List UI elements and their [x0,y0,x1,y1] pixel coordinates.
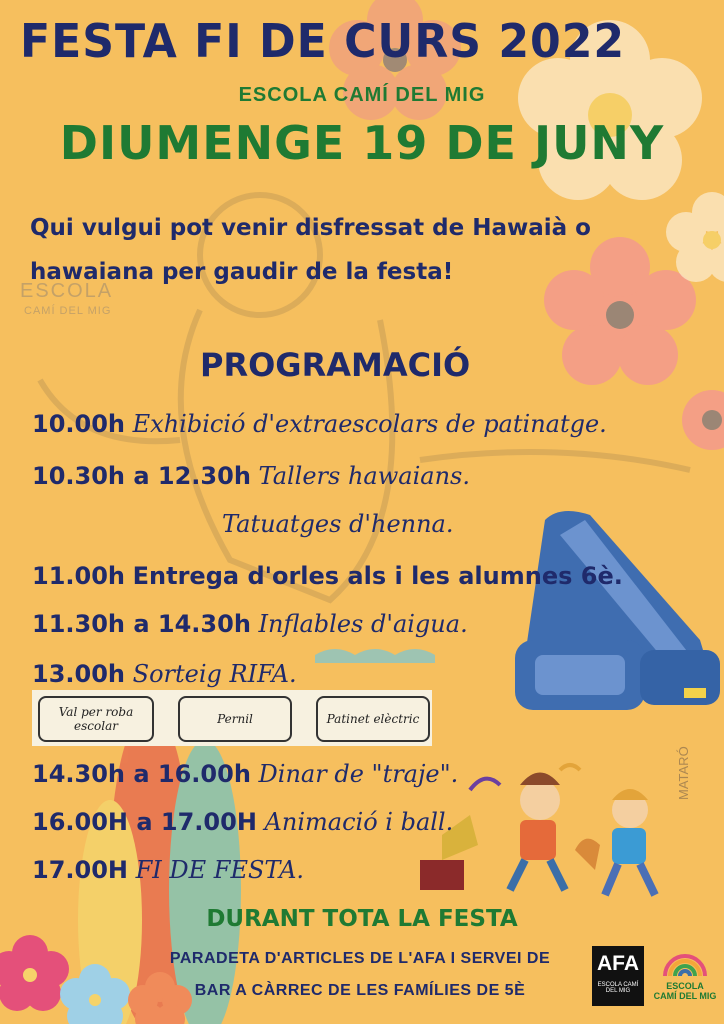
schedule-item [222,510,454,538]
inflatable-slide-icon [515,511,720,710]
schedule-text: Tatuatges d'henna. [222,510,454,538]
splash-icon [315,649,435,663]
footer-line: PARADETA D'ARTICLES DE L'AFA I SERVEI DE [169,950,551,967]
schedule-text: Dinar de "traje". [258,760,459,788]
school-logo [652,946,718,1006]
schedule-time: 16.00H a 17.00H [32,808,257,836]
schedule-text: Exhibició d'extraescolars de patinatge. [132,410,607,438]
schedule-time: 14.30h a 16.00h [32,760,251,788]
school-logo-text: ESCOLA [666,981,704,991]
schedule-time: 10.30h a 12.30h [32,462,251,490]
footer-heading: DURANT TOTA LA FESTA [206,906,518,932]
schedule-item [32,410,607,438]
schedule-time: 11.30h a 14.30h [32,610,251,638]
rainbow-icon [660,946,710,976]
schedule-text: Inflables d'aigua. [258,610,468,638]
schedule-text: Sorteig RIFA. [132,660,297,688]
prize-label: Val per roba escolar [38,696,154,742]
schedule-item [32,562,623,590]
afa-logo-subtext: ESCOLA CAMÍ DEL MIG [597,982,639,994]
schedule-time: 11.00h [32,562,125,590]
schedule-time: 13.00h [32,660,125,688]
schedule-item [32,856,304,884]
schedule-item [32,808,453,836]
programme-title: PROGRAMACIÓ [200,346,471,384]
afa-logo-text: AFA [597,952,639,975]
event-date: DIUMENGE 19 DE JUNY [59,116,665,170]
footer-line: BAR A CÀRREC DE LES FAMÍLIES DE 5È [194,982,526,999]
schedule-item [32,760,458,788]
flower-icon [682,390,724,450]
schedule-item [32,660,297,688]
watermark-cami: CAMÍ DEL MIG [24,305,112,317]
schedule-item [32,610,468,638]
schedule-time: 10.00h [32,410,125,438]
page-title: FESTA FI DE CURS 2022 [20,14,626,68]
watermark-matar: MATARÓ [676,746,691,800]
schedule-text: Animació i ball. [264,808,454,836]
raffle-prizes [32,690,432,746]
prize-label: Pernil [178,696,292,742]
schedule-text: Entrega d'orles als i les alumnes 6è. [132,562,623,590]
invitation-line: hawaiana per gaudir de la festa! [30,259,454,285]
invitation-line: Qui vulgui pot venir disfressat de Hawaià o [30,215,591,241]
flower-icon [666,192,724,282]
invitation-text [30,206,650,294]
schedule-text: FI DE FESTA. [135,856,305,884]
afa-logo [592,946,644,1006]
schedule-time: 17.00H [32,856,128,884]
prize-label: Patinet elèctric [316,696,430,742]
school-logo-subtext: CAMÍ DEL MIG [653,991,717,1001]
schedule-item [32,462,470,490]
school-name: ESCOLA CAMÍ DEL MIG [238,84,486,106]
schedule-text: Tallers hawaians. [258,462,470,490]
watermark-escola: ESCOLA [20,280,114,302]
